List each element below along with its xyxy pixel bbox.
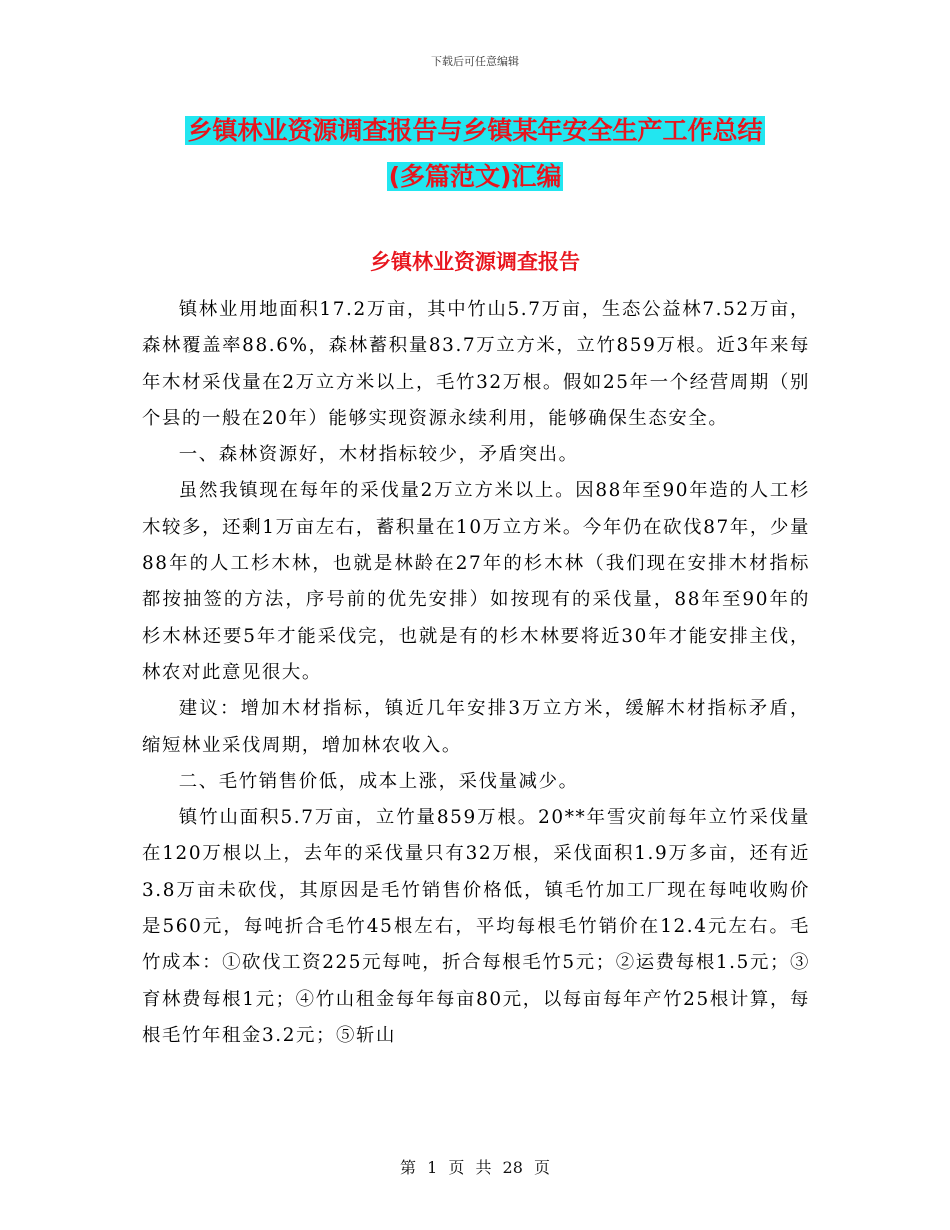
page-number: 第 1 页 共 28 页	[400, 1158, 550, 1177]
paragraph: 一、森林资源好，木材指标较少，矛盾突出。	[178, 444, 579, 466]
document-title-line-2: (多篇范文)汇编	[388, 162, 562, 191]
header-note: 下载后可任意编辑	[431, 55, 519, 68]
document-title-line-1: 乡镇林业资源调查报告与乡镇某年安全生产工作总结	[187, 116, 763, 145]
paragraph: 二、毛竹销售价低，成本上涨，采伐量减少。	[178, 770, 579, 792]
paragraph: 镇林业用地面积17.2万亩，其中竹山5.7万亩，生态公益林7.52万亩，森林覆盖率88.6%，森林蓄积量83.7万立方米，立竹859万根。近3年来每年木材采伐量在2万立方米以上，毛竹32万根。假如25年一个经营周期（别个县的一般在20年）能够实现资源永续利用，能够确保生态安全。	[142, 299, 810, 429]
paragraph: 建议：增加木材指标，镇近几年安排3万立方米，缓解木材指标矛盾，缩短林业采伐周期，增加林农收入。	[142, 698, 810, 756]
document-body	[142, 292, 810, 1054]
section-title: 乡镇林业资源调查报告	[370, 250, 580, 274]
document-title	[0, 108, 950, 200]
paragraph: 虽然我镇现在每年的采伐量2万立方米以上。因88年至90年造的人工杉木较多，还剩1万亩左右，蓄积量在10万立方米。今年仍在砍伐87年，少量88年的人工杉木林，也就是林龄在27年的杉木林（我们现在安排木材指标都按抽签的方法，序号前的优先安排）如按现有的采伐量，88年至90年的杉木林还要5年才能采伐完，也就是有的杉木林要将近30年才能安排主伐，林农对此意见很大。	[142, 480, 810, 683]
paragraph: 镇竹山面积5.7万亩，立竹量859万根。20**年雪灾前每年立竹采伐量在120万根以上，去年的采伐量只有32万根，采伐面积1.9万多亩，还有近3.8万亩未砍伐，其原因是毛竹销售价格低，镇毛竹加工厂现在每吨收购价是560元，每吨折合毛竹45根左右，平均每根毛竹销价在12.4元左右。毛竹成本：①砍伐工资225元每吨，折合每根毛竹5元；②运费每根1.5元；③育林费每根1元；④竹山租金每年每亩80元，以每亩每年产竹25根计算，每根毛竹年租金3.2元；⑤斩山	[142, 807, 810, 1046]
